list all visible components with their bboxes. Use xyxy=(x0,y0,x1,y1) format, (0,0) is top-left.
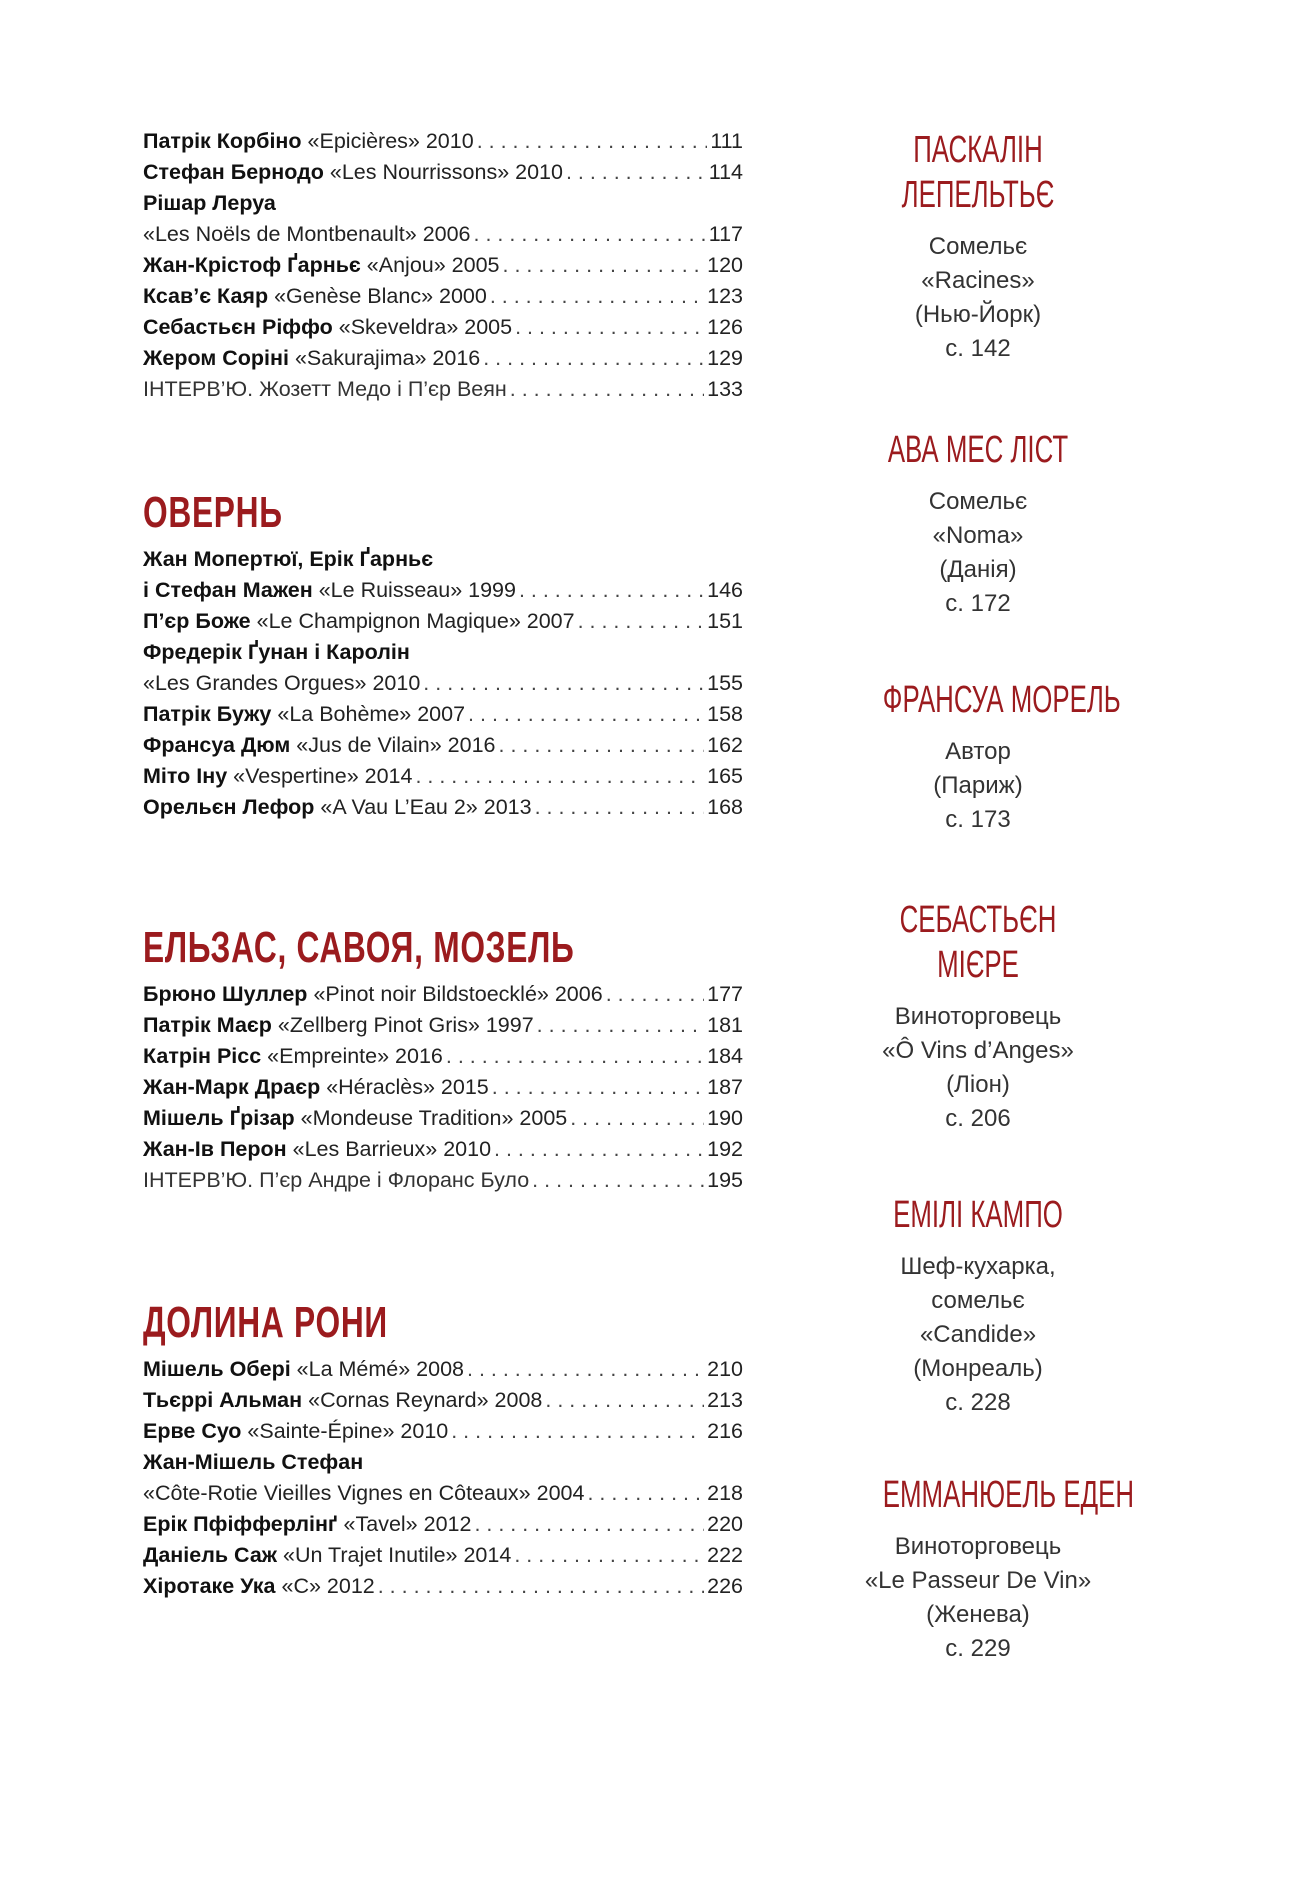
toc-entry xyxy=(143,575,743,606)
wine-name: «Le Ruisseau» 1999 xyxy=(318,578,516,602)
dot-leader xyxy=(514,1540,704,1571)
wine-name: «Sakurajima» 2016 xyxy=(294,346,481,370)
person-name-line: ЛЕПЕЛЬТЬЄ xyxy=(901,174,1055,216)
toc-section xyxy=(143,923,743,1196)
page-number: 181 xyxy=(707,1013,743,1037)
person-detail: Автор xyxy=(945,738,1011,765)
winemaker-name: Ксав’є Каяр xyxy=(143,284,269,308)
winemaker-name: Тьєррі Альман xyxy=(143,1388,303,1412)
person-detail: Сомельє xyxy=(928,233,1028,260)
wine-name: «Jus de Vilain» 2016 xyxy=(296,733,496,757)
entry-label xyxy=(143,219,471,250)
person-detail: «Ô Vins d’Anges» xyxy=(882,1037,1074,1064)
featured-person xyxy=(838,678,1121,837)
winemaker-name: Патрік Маєр xyxy=(143,1013,272,1037)
wine-name: «Epicières» 2010 xyxy=(307,129,474,153)
toc-entry xyxy=(143,1354,743,1385)
featured-person xyxy=(838,898,1118,1136)
wine-name: «Les Noëls de Montbenault» 2006 xyxy=(143,222,471,246)
region-title: ОВЕРНЬ xyxy=(143,488,283,537)
page-number: 155 xyxy=(707,671,743,695)
wine-name: «Mondeuse Tradition» 2005 xyxy=(300,1106,568,1130)
dot-leader xyxy=(467,1354,704,1385)
person-name xyxy=(838,1193,1118,1238)
person-detail: «Candide» xyxy=(919,1321,1037,1348)
interview-title: ІНТЕРВ’Ю. Жозетт Медо і П’єр Веян xyxy=(143,377,507,401)
winemaker-name: Патрік Корбіно xyxy=(143,129,302,153)
page-number: 226 xyxy=(707,1574,743,1598)
entry-label xyxy=(143,575,516,606)
entry-label xyxy=(143,343,480,374)
page-number: 222 xyxy=(707,1543,743,1567)
page-number: 184 xyxy=(707,1044,743,1068)
toc-entry xyxy=(143,157,743,188)
dot-leader xyxy=(510,374,704,405)
toc-entry xyxy=(143,374,743,405)
wine-name: «Héraclès» 2015 xyxy=(326,1075,489,1099)
winemaker-name: Мішель Обері xyxy=(143,1357,291,1381)
page-number: 218 xyxy=(707,1481,743,1505)
toc-entry xyxy=(143,544,743,575)
toc-entry xyxy=(143,1010,743,1041)
page-number: 187 xyxy=(707,1075,743,1099)
page-number: 162 xyxy=(707,733,743,757)
featured-person xyxy=(838,428,1118,621)
toc-section xyxy=(143,126,743,405)
entry-label xyxy=(143,1134,491,1165)
winemaker-name: Міто Іну xyxy=(143,764,228,788)
toc-entry xyxy=(143,281,743,312)
person-detail: с. 173 xyxy=(945,806,1011,833)
winemaker-name: Стефан Бернодо xyxy=(143,160,324,184)
toc-entry xyxy=(143,1385,743,1416)
person-name-line: МІЄРЕ xyxy=(937,944,1019,986)
person-name xyxy=(838,678,1121,723)
wine-name: «Les Barrieux» 2010 xyxy=(292,1137,492,1161)
dot-leader xyxy=(535,792,705,823)
winemaker-name: Франсуа Дюм xyxy=(143,733,291,757)
winemaker-name: Патрік Бужу xyxy=(143,702,272,726)
page-number: 192 xyxy=(707,1137,743,1161)
person-detail: сомельє xyxy=(931,1287,1025,1314)
wine-name: «La Mémé» 2008 xyxy=(296,1357,465,1381)
entry-label xyxy=(143,1450,363,1474)
dot-leader xyxy=(519,575,704,606)
person-detail: Шеф-кухарка, xyxy=(900,1253,1056,1280)
wine-name: «A Vau L’Eau 2» 2013 xyxy=(320,795,532,819)
person-name xyxy=(838,1473,1135,1518)
toc-section xyxy=(143,1298,743,1602)
toc-entry xyxy=(143,1509,743,1540)
person-detail: с. 229 xyxy=(945,1635,1011,1662)
dot-leader xyxy=(492,1072,704,1103)
toc-entry xyxy=(143,343,743,374)
person-detail: (Женева) xyxy=(926,1601,1030,1628)
toc-entry xyxy=(143,730,743,761)
entry-label xyxy=(143,1165,529,1196)
toc-entry xyxy=(143,761,743,792)
entry-label xyxy=(143,126,474,157)
page-number: 210 xyxy=(707,1357,743,1381)
wine-name: «Tavel» 2012 xyxy=(343,1512,472,1536)
winemaker-name: Хіротаке Ука xyxy=(143,1574,276,1598)
page-number: 213 xyxy=(707,1388,743,1412)
entry-label xyxy=(143,1103,567,1134)
dot-leader xyxy=(483,343,704,374)
winemaker-name: Катрін Ріcс xyxy=(143,1044,262,1068)
wine-name: «Côte-Rotie Vieilles Vignes en Côteaux» 2004 xyxy=(143,1481,585,1505)
dot-leader xyxy=(446,1041,704,1072)
toc-entry xyxy=(143,126,743,157)
dot-leader xyxy=(606,979,704,1010)
entry-label xyxy=(143,699,465,730)
winemaker-name: і Стефан Мажен xyxy=(143,578,313,602)
wine-name: «Zellberg Pinot Gris» 1997 xyxy=(277,1013,534,1037)
entry-label xyxy=(143,606,575,637)
toc-entry xyxy=(143,1540,743,1571)
person-name-line: ФРАНСУА МОРЕЛЬ xyxy=(882,679,1121,721)
toc-entry xyxy=(143,1416,743,1447)
page-number: 129 xyxy=(707,346,743,370)
wine-name: «Vespertine» 2014 xyxy=(233,764,413,788)
winemaker-name: Себастьєн Ріффо xyxy=(143,315,333,339)
winemaker-name: Мішель Ґрізар xyxy=(143,1106,295,1130)
toc-entry xyxy=(143,1134,743,1165)
page-number: 126 xyxy=(707,315,743,339)
dot-leader xyxy=(477,126,708,157)
dot-leader xyxy=(494,1134,704,1165)
dot-leader xyxy=(468,699,704,730)
entry-label xyxy=(143,792,532,823)
dot-leader xyxy=(515,312,704,343)
wine-name: «Un Trajet Inutile» 2014 xyxy=(283,1543,512,1567)
toc-entry xyxy=(143,312,743,343)
toc-entry xyxy=(143,979,743,1010)
dot-leader xyxy=(378,1571,704,1602)
winemaker-name: Фредерік Ґунан і Каролін xyxy=(143,640,410,664)
toc-entry xyxy=(143,250,743,281)
person-detail: Виноторговець xyxy=(894,1003,1062,1030)
page-number: 111 xyxy=(710,129,743,153)
entry-label xyxy=(143,640,410,664)
dot-leader xyxy=(537,1010,704,1041)
interview-title: ІНТЕРВ’Ю. П’єр Андре і Флоранс Було xyxy=(143,1168,530,1192)
entry-label xyxy=(143,1072,489,1103)
person-detail: «Le Passeur De Vin» xyxy=(864,1567,1092,1594)
winemaker-name: Жером Соріні xyxy=(143,346,289,370)
person-name xyxy=(838,128,1118,218)
page-number: 151 xyxy=(707,609,743,633)
wine-name: «Les Nourrissons» 2010 xyxy=(329,160,563,184)
person-detail: с. 206 xyxy=(945,1105,1011,1132)
region-title: ДОЛИНА РОНИ xyxy=(143,1298,388,1347)
person-detail: с. 142 xyxy=(945,335,1011,362)
dot-leader xyxy=(587,1478,704,1509)
entry-label xyxy=(143,191,276,215)
person-name xyxy=(838,428,1118,473)
toc-entry xyxy=(143,1165,743,1196)
entry-label xyxy=(143,730,496,761)
wine-name: «Skeveldra» 2005 xyxy=(338,315,513,339)
wine-name: «Cornas Reynard» 2008 xyxy=(308,1388,543,1412)
winemaker-name: Жан-Крістоф Ґарньє xyxy=(143,253,361,277)
person-detail: с. 228 xyxy=(945,1389,1011,1416)
page-number: 114 xyxy=(708,160,743,184)
person-name-line: ПАСКАЛІН xyxy=(913,129,1043,171)
page-number: 133 xyxy=(707,377,743,401)
person-detail: (Данія) xyxy=(939,556,1017,583)
entry-label xyxy=(143,312,512,343)
toc-section xyxy=(143,488,743,823)
wine-name: «Sainte-Épine» 2010 xyxy=(247,1419,449,1443)
dot-leader xyxy=(532,1165,704,1196)
dot-leader xyxy=(451,1416,704,1447)
page-number: 158 xyxy=(707,702,743,726)
dot-leader xyxy=(415,761,704,792)
winemaker-name: Даніель Саж xyxy=(143,1543,278,1567)
toc-entry xyxy=(143,637,743,668)
toc-entry xyxy=(143,1103,743,1134)
winemaker-name: Жан-Ів Перон xyxy=(143,1137,287,1161)
dot-leader xyxy=(490,281,704,312)
entry-label xyxy=(143,547,433,571)
dot-leader xyxy=(578,606,705,637)
region-title: ЕЛЬЗАС, САВОЯ, МОЗЕЛЬ xyxy=(143,923,575,972)
entry-label xyxy=(143,1478,584,1509)
page-number: 123 xyxy=(707,284,743,308)
toc-entry xyxy=(143,606,743,637)
page-number: 117 xyxy=(708,222,743,246)
wine-name: «Empreinte» 2016 xyxy=(267,1044,443,1068)
toc-entry xyxy=(143,1478,743,1509)
winemaker-name: Ерік Пфіфферлінґ xyxy=(143,1512,338,1536)
wine-name: «La Bohème» 2007 xyxy=(277,702,466,726)
winemaker-name: Рішар Леруа xyxy=(143,191,276,215)
person-name-line: ЕММАНЮЕЛЬ ЕДЕН xyxy=(882,1474,1135,1516)
entry-label xyxy=(143,1416,448,1447)
toc-entry xyxy=(143,1041,743,1072)
featured-person xyxy=(838,1473,1135,1666)
winemaker-name: Жан-Марк Драєр xyxy=(143,1075,321,1099)
dot-leader xyxy=(566,157,706,188)
entry-label xyxy=(143,1540,511,1571)
dot-leader xyxy=(570,1103,704,1134)
dot-leader xyxy=(503,250,705,281)
toc-entry xyxy=(143,699,743,730)
wine-name: «Anjou» 2005 xyxy=(366,253,500,277)
toc-entry xyxy=(143,792,743,823)
dot-leader xyxy=(474,219,706,250)
wine-name: «Les Grandes Orgues» 2010 xyxy=(143,671,421,695)
page-number: 165 xyxy=(707,764,743,788)
wine-name: «С» 2012 xyxy=(281,1574,375,1598)
person-detail: Виноторговець xyxy=(894,1533,1062,1560)
person-detail: (Монреаль) xyxy=(913,1355,1043,1382)
page-number: 216 xyxy=(707,1419,743,1443)
person-name-line: АВА МЕС ЛІСТ xyxy=(887,429,1069,471)
entry-label xyxy=(143,1354,464,1385)
winemaker-name: Ерве Суо xyxy=(143,1419,242,1443)
person-name-line: СЕБАСТЬЄН xyxy=(899,899,1057,941)
toc-entry xyxy=(143,1072,743,1103)
dot-leader xyxy=(474,1509,704,1540)
toc-entry xyxy=(143,219,743,250)
dot-leader xyxy=(423,668,704,699)
wine-name: «Pinot noir Bildstoecklé» 2006 xyxy=(313,982,603,1006)
entry-label xyxy=(143,1509,471,1540)
entry-label xyxy=(143,250,500,281)
person-name xyxy=(838,898,1118,988)
page-number: 177 xyxy=(707,982,743,1006)
featured-person xyxy=(838,1193,1118,1420)
person-detail: (Нью-Йорк) xyxy=(914,301,1042,328)
entry-label xyxy=(143,1010,534,1041)
page-number: 190 xyxy=(707,1106,743,1130)
person-detail: с. 172 xyxy=(945,590,1011,617)
dot-leader xyxy=(499,730,705,761)
entry-label xyxy=(143,281,487,312)
winemaker-name: Жан-Мішель Стефан xyxy=(143,1450,364,1474)
entry-label xyxy=(143,1385,542,1416)
entry-label xyxy=(143,979,603,1010)
toc-entry xyxy=(143,1571,743,1602)
person-detail: «Noma» xyxy=(932,522,1024,549)
winemaker-name: П’єр Боже xyxy=(143,609,251,633)
entry-label xyxy=(143,1571,375,1602)
person-detail: Сомельє xyxy=(928,488,1028,515)
entry-label xyxy=(143,1041,443,1072)
page-number: 195 xyxy=(707,1168,743,1192)
page-number: 120 xyxy=(707,253,743,277)
entry-label xyxy=(143,668,420,699)
page-number: 146 xyxy=(707,578,743,602)
featured-person xyxy=(838,128,1118,366)
person-name-line: ЕМІЛІ КАМПО xyxy=(893,1194,1063,1236)
entry-label xyxy=(143,374,507,405)
wine-name: «Genèse Blanc» 2000 xyxy=(274,284,487,308)
page-number: 168 xyxy=(707,795,743,819)
winemaker-name: Жан Мопертюї, Ерік Ґарньє xyxy=(143,547,434,571)
dot-leader xyxy=(545,1385,704,1416)
page-number: 220 xyxy=(707,1512,743,1536)
person-detail: (Ліон) xyxy=(946,1071,1010,1098)
person-detail: «Racines» xyxy=(921,267,1035,294)
entry-label xyxy=(143,761,412,792)
person-detail: (Париж) xyxy=(933,772,1023,799)
toc-entry xyxy=(143,1447,743,1478)
wine-name: «Le Champignon Magique» 2007 xyxy=(256,609,575,633)
winemaker-name: Брюно Шуллер xyxy=(143,982,308,1006)
winemaker-name: Орельєн Лефор xyxy=(143,795,315,819)
toc-entry xyxy=(143,668,743,699)
entry-label xyxy=(143,157,563,188)
toc-entry xyxy=(143,188,743,219)
